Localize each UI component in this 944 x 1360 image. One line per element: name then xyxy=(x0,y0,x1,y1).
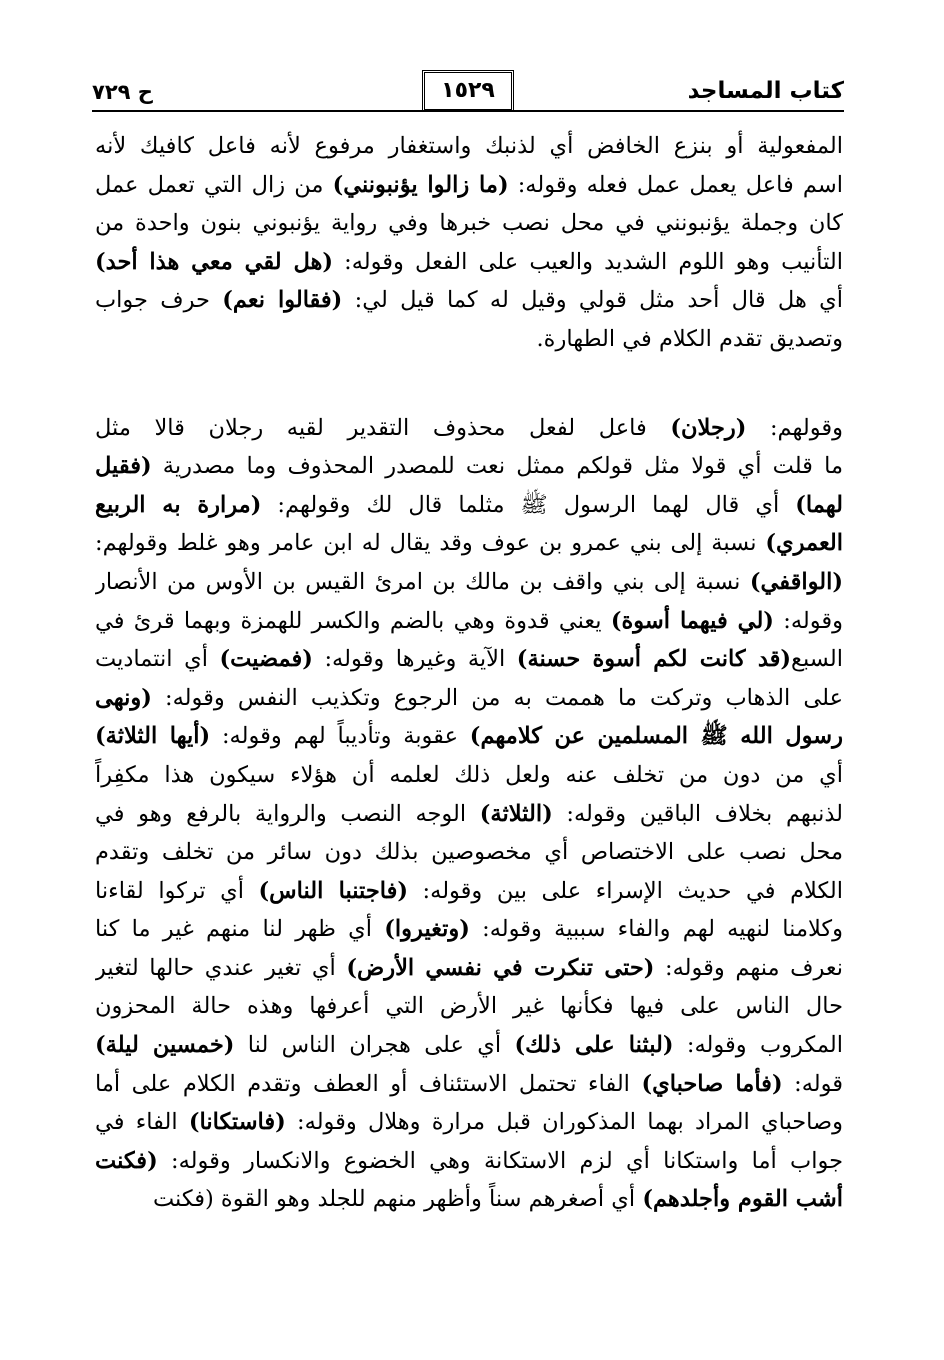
bold-quote: (فقالوا نعم) xyxy=(222,287,343,314)
text-line xyxy=(95,563,843,602)
text-segment: أي هل قال أحد مثل قولي وقيل له كما قيل لي: xyxy=(342,287,843,314)
text-segment: أي أصغرهم سناً وأظهر منهم للجلد وهو القوة (فكنت xyxy=(152,1186,643,1213)
bold-quote: (أيها الثلاثة) xyxy=(95,723,211,750)
text-segment: أي انتماديت xyxy=(95,646,220,673)
text-segment: قوله: xyxy=(782,1070,843,1097)
text-segment: وقولهم: xyxy=(746,414,843,441)
text-line xyxy=(95,486,843,525)
text-segment: أي تغير عندي حالها لتغير xyxy=(95,954,347,981)
text-segment: جواب أما واستكانا أي لزم الاستكانة وهي الخضوع والانكسار وقوله: xyxy=(157,1147,843,1174)
text-segment: نسبة إلى بني واقف بن مالك بن امرئ القيس بن الأوس من الأنصار xyxy=(95,568,750,595)
text-segment: وقوله: xyxy=(773,607,843,634)
text-segment: نسبة إلى بني عمرو بن عوف وقد يقال له ابن عامر وهو غلط وقولهم: xyxy=(95,530,766,557)
text-segment: الوجه النصب والرواية بالرفع وهو في xyxy=(95,800,480,827)
text-line xyxy=(95,602,843,641)
bold-quote: رسول الله ﷺ المسلمين عن كلامهم) xyxy=(469,723,843,750)
text-segment: الكلام في حديث الإسراء على بين وقوله: xyxy=(408,877,843,904)
body-text xyxy=(95,127,843,1219)
bold-quote: (حتى تنكرت في نفسي الأرض) xyxy=(346,954,655,981)
text-line xyxy=(95,1065,843,1104)
text-segment: اسم فاعل يعمل عمل فعله وقوله: xyxy=(508,171,843,198)
bold-quote: (الثلاثة) xyxy=(479,800,553,827)
bold-quote: لهما) xyxy=(795,491,843,518)
bold-quote: أشب القوم وأجلدهم) xyxy=(642,1186,843,1213)
book-title: كتاب المساجد xyxy=(687,78,844,104)
text-segment: السبع xyxy=(791,646,843,673)
text-segment: أي من دون من تخلف عنه ولعل ذلك لعلمه أن هؤلاء سيكون هذا مكفِراً xyxy=(95,761,843,788)
text-line xyxy=(95,243,843,282)
text-line xyxy=(95,409,843,448)
text-segment: أي تركوا لقاءنا xyxy=(95,877,259,904)
text-line xyxy=(95,717,843,756)
text-line xyxy=(95,1142,843,1181)
text-segment: فاعل لفعل محذوف التقدير لقيه رجلان قالا مثل xyxy=(95,414,671,441)
bold-quote: (رجلان) xyxy=(670,414,747,441)
bold-quote: (قد كانت لكم أسوة حسنة) xyxy=(516,646,792,673)
text-segment: الآية وغيرها وقوله: xyxy=(312,646,517,673)
text-segment: أي ظهر لنا منهم غير ما كنا xyxy=(95,916,385,943)
text-line xyxy=(95,127,843,166)
bold-quote: (وتغيروا) xyxy=(384,916,470,943)
text-line xyxy=(95,1180,843,1219)
text-line xyxy=(95,949,843,988)
text-segment: حرف جواب xyxy=(95,287,223,314)
hadith-reference: ح ٧٢٩ xyxy=(92,80,153,104)
text-line xyxy=(95,795,843,834)
bold-quote: (فقيل xyxy=(95,453,152,480)
bold-quote: (هل لقي معي هذا أحد) xyxy=(95,248,334,275)
bold-quote: العمري) xyxy=(765,530,843,557)
text-segment: وتصديق تقدم الكلام في الطهارة. xyxy=(536,325,843,352)
text-segment: نعرف منهم وقوله: xyxy=(654,954,843,981)
text-segment: حال الناس على فيها فكأنها غير الأرض التي أعرفها وهذه حالة المحزون xyxy=(95,993,843,1020)
text-line xyxy=(95,320,843,359)
paragraph-gap xyxy=(95,359,843,409)
text-line xyxy=(95,987,843,1026)
text-segment: وكلامنا لنهيه لهم والفاء سببية وقوله: xyxy=(469,916,843,943)
bold-quote: (فمضيت) xyxy=(219,646,313,673)
bold-quote: (فاجتنبا الناس) xyxy=(258,877,409,904)
text-segment: على الذهاب وتركت ما هممت به من الرجوع وتكذيب النفس وقوله: xyxy=(151,684,843,711)
text-line xyxy=(95,756,843,795)
text-line xyxy=(95,640,843,679)
bold-quote: (الواقفي) xyxy=(749,568,843,595)
text-segment: أي قال لهما الرسول ﷺ مثلما قال لك وقولهم: xyxy=(261,491,796,518)
text-segment: ما قلت أي قولا مثل قولكم ممثل نعت للمصدر المحذوف وما مصدرية xyxy=(151,453,843,480)
page-header xyxy=(92,70,844,114)
bold-quote: (ونهى xyxy=(95,684,152,711)
text-line xyxy=(95,1103,843,1142)
bold-quote: (فأما صاحباي) xyxy=(641,1070,783,1097)
header-rule xyxy=(92,110,844,112)
text-line xyxy=(95,910,843,949)
text-segment: يعني قدوة وهي بالضم والكسر للهمزة وبهما قرئ في xyxy=(95,607,611,634)
bold-quote: (خمسين ليلة) xyxy=(95,1032,235,1059)
text-line xyxy=(95,524,843,563)
text-segment: التأنيب وهو اللوم الشديد والعيب على الفعل وقوله: xyxy=(333,248,843,275)
text-segment: عقوبة وتأديباً لهم وقوله: xyxy=(210,723,470,750)
bold-quote: (فاستكانا) xyxy=(188,1109,286,1136)
bold-quote: (ما زالوا يؤنبونني) xyxy=(332,171,509,198)
text-segment: لذنبهم بخلاف الباقين وقوله: xyxy=(552,800,843,827)
bold-quote: (مرارة به الربيع xyxy=(95,491,262,518)
text-segment: من زال التي تعمل عمل xyxy=(95,171,333,198)
text-line xyxy=(95,679,843,718)
text-line xyxy=(95,204,843,243)
text-segment: أي على هجران الناس لنا xyxy=(234,1032,515,1059)
text-segment: الفاء تحتمل الاستئناف أو العطف وتقدم الكلام على أما xyxy=(95,1070,642,1097)
text-line xyxy=(95,166,843,205)
text-line xyxy=(95,833,843,872)
text-segment: محل نصب على الاختصاص أي مخصوصين بذلك دون سائر من تخلف وتقدم xyxy=(95,839,843,866)
text-line xyxy=(95,281,843,320)
text-segment: وصاحباي المراد بهما المذكوران قبل مرارة وهلال وقوله: xyxy=(285,1109,843,1136)
bold-quote: (لي فيهما أسوة) xyxy=(610,607,774,634)
page-number: ١٥٢٩ xyxy=(422,70,514,112)
text-line xyxy=(95,872,843,911)
text-segment: الفاء في xyxy=(95,1109,189,1136)
text-segment: المكروب وقوله: xyxy=(673,1032,843,1059)
bold-quote: (لبثنا على ذلك) xyxy=(514,1032,674,1059)
text-line xyxy=(95,447,843,486)
text-segment: كان وجملة يؤنبونني في محل نصب خبرها وفي رواية يؤنبوني بنون واحدة من xyxy=(95,210,843,237)
bold-quote: (فكنت xyxy=(95,1147,158,1174)
text-line xyxy=(95,1026,843,1065)
text-segment: المفعولية أو بنزع الخافض أي لذنبك واستغفار مرفوع لأنه فاعل كافيك لأنه xyxy=(95,133,843,159)
